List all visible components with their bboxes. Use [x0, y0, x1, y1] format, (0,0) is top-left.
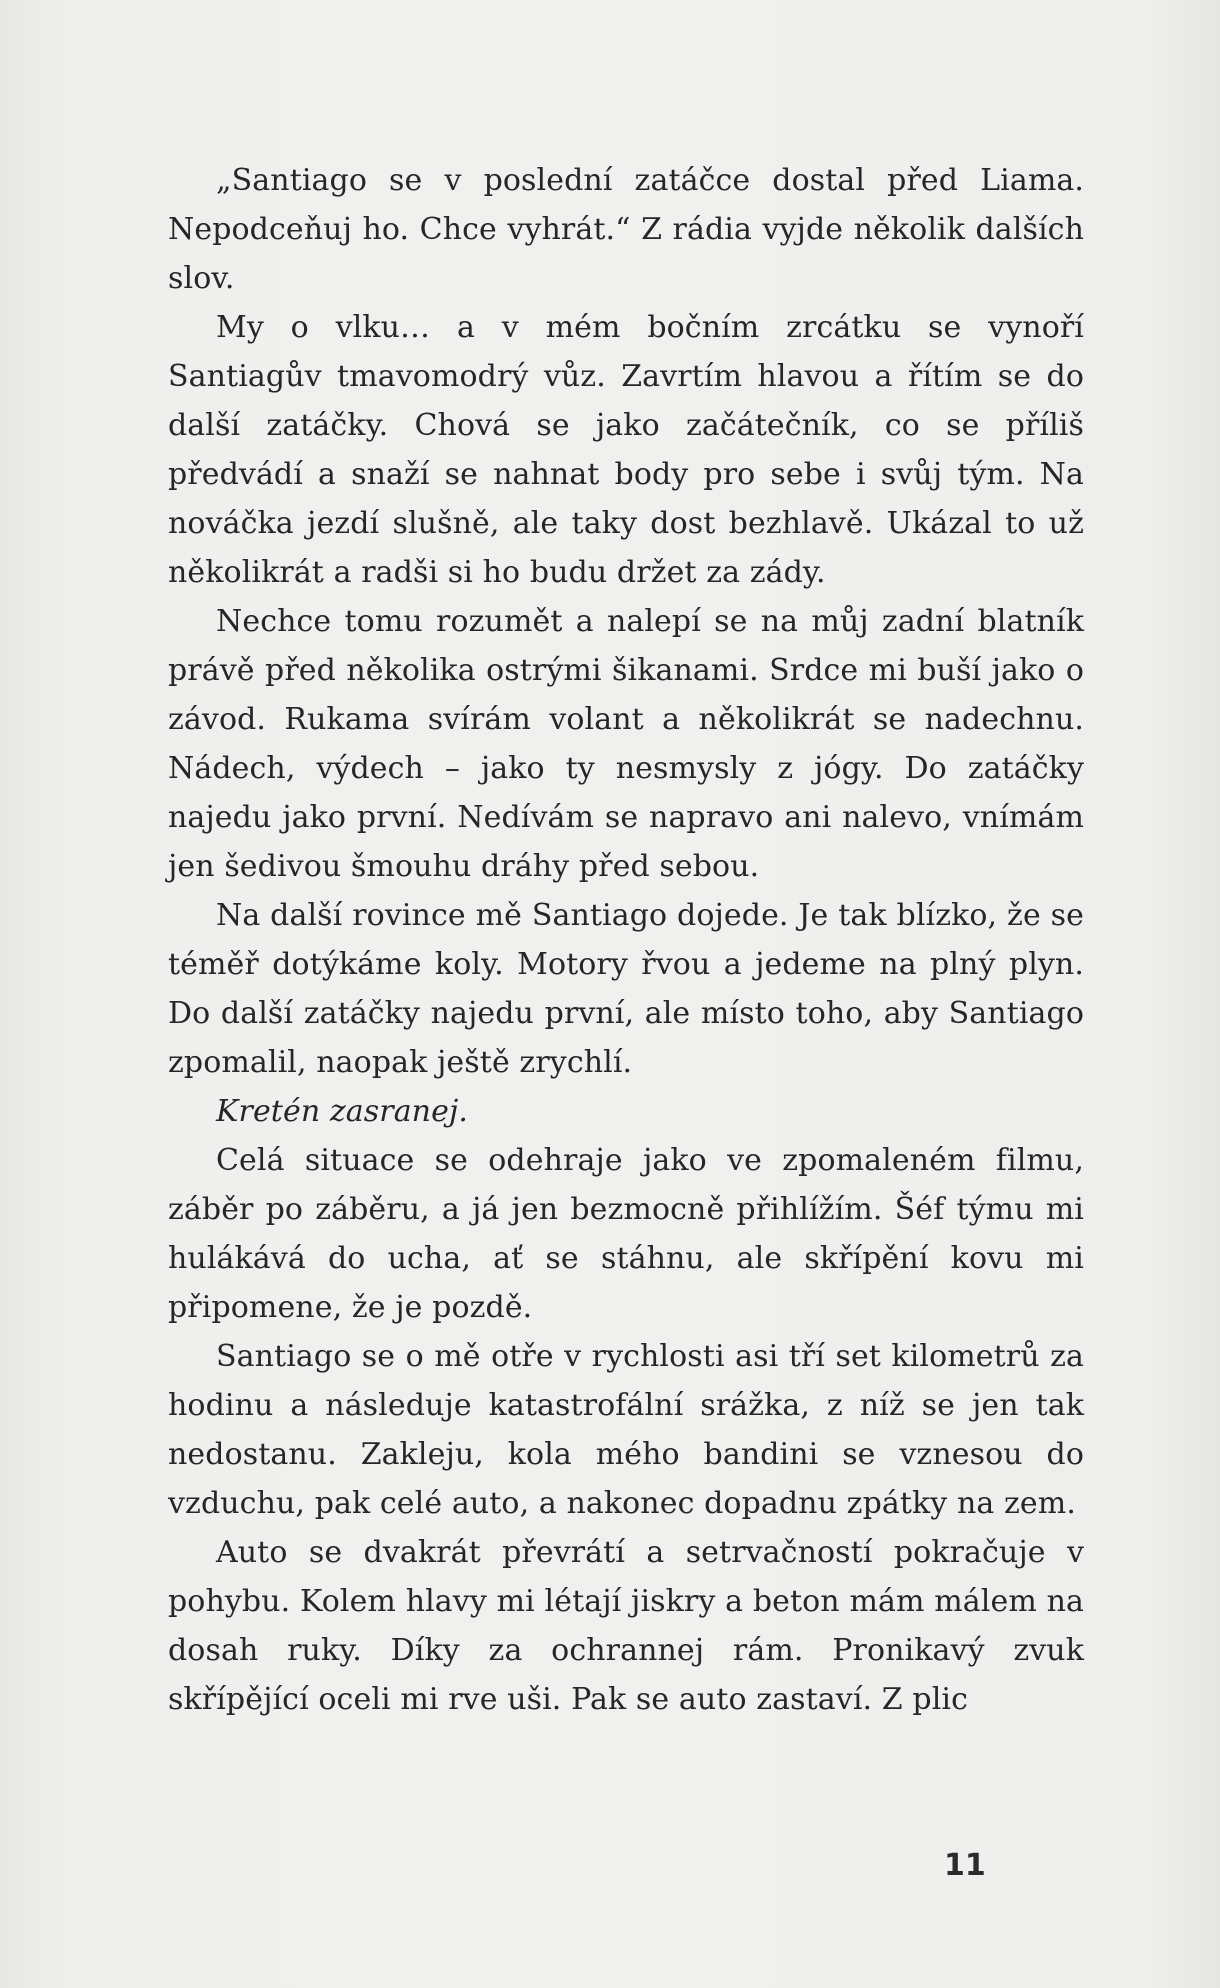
body-text: [168, 156, 1084, 1724]
page-number: 11: [944, 1848, 986, 1883]
paragraph-4: Na další rovince mě Santiago dojede. Je tak blízko, že se téměř dotýkáme koly. Motory řvou a jedeme na plný plyn. Do další zatáčky najedu první, ale místo toho, aby Santiago zpomalil, naopak ještě zrychlí.: [168, 898, 1084, 1080]
paragraph-2: My o vlku… a v mém bočním zrcátku se vynoří Santiagův tmavomodrý vůz. Zavrtím hlavou a řítím se do další zatáčky. Chová se jako začátečník, co se příliš předvádí a snaží se nahnat body pro sebe i svůj tým. Na nováčka jezdí slušně, ale taky dost bezhlavě. Ukázal to už několikrát a radši si ho budu držet za zády.: [168, 310, 1084, 590]
paragraph-1: „Santiago se v poslední zatáčce dostal před Liama. Nepodceňuj ho. Chce vyhrát.“ Z rádia vyjde několik dalších slov.: [168, 163, 1084, 296]
paragraph-8: Auto se dvakrát převrátí a setrvačností pokračuje v pohybu. Kolem hlavy mi létají jiskry a beton mám málem na dosah ruky. Díky za ochrannej rám. Pronikavý zvuk skřípějící oceli mi rve uši. Pak se auto zastaví. Z plic: [168, 1535, 1084, 1717]
paragraph-5-italic: Kretén zasranej.: [216, 1094, 469, 1129]
paragraph-7: Santiago se o mě otře v rychlosti asi tří set kilometrů za hodinu a následuje katastrofální srážka, z níž se jen tak nedostanu. Zakleju, kola mého bandini se vznesou do vzduchu, pak celé auto, a nakonec dopadnu zpátky na zem.: [168, 1339, 1084, 1521]
paragraph-6: Celá situace se odehraje jako ve zpomaleném filmu, záběr po záběru, a já jen bezmocně přihlížím. Šéf týmu mi hulákává do ucha, ať se stáhnu, ale skřípění kovu mi připomene, že je pozdě.: [168, 1143, 1084, 1325]
paragraph-3: Nechce tomu rozumět a nalepí se na můj zadní blatník právě před několika ostrými šikanami. Srdce mi buší jako o závod. Rukama svírám volant a několikrát se nadechnu. Nádech, výdech – jako ty nesmysly z jógy. Do zatáčky najedu jako první. Nedívám se napravo ani nalevo, vnímám jen šedivou šmouhu dráhy před sebou.: [168, 604, 1084, 884]
